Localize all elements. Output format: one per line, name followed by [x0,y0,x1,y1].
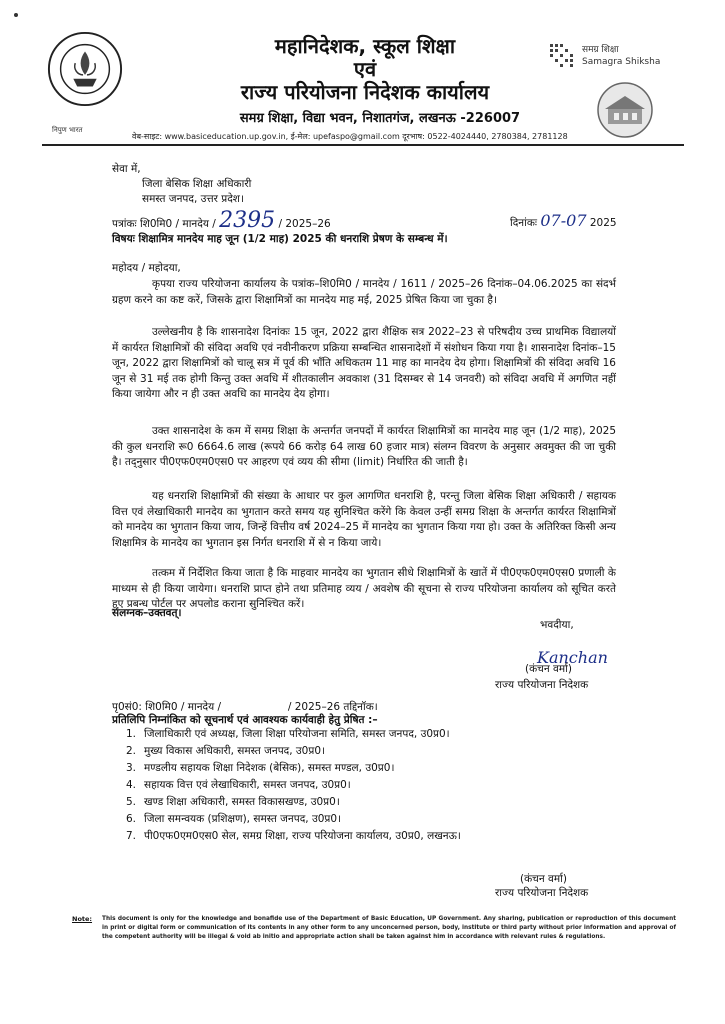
header-title-line2: एवं [353,57,377,81]
reference-date [510,213,617,231]
paragraph-2: उल्लेखनीय है कि शासनादेश दिनांकः 15 जून, 2022 द्वारा शैक्षिक सत्र 2022–23 से परिषदीय उच्च प्राथमिक विद्यालयों में कार्यरत शिक्षामित्रों की संविदा अवधि एवं नवीनीकरण प्रक्रिया सम्बन्धित शासनादेशों में संशोधन किया गया है। शासनादेश दिनांक–15 जून, 2022 द्वारा शिक्षामित्रों को चालू सत्र में पूर्व की भाँति अधिकतम 11 माह का मानदेय देय होगा। शिक्षामित्रों की संविदा अवधि 16 जून से 31 मई तक होगी किन्तु उक्त अवधि में शीतकालीन अवकाश (31 दिसम्बर से 14 जनवरी) को संविदा अवधि में अगणित नहीं किया जायेगा और न ही उक्त अवधि का मानदेय देय होगा। [112,326,616,400]
up-government-emblem [46,30,124,108]
footer-note-label: Note: [72,915,93,923]
letter-subject: विषयः शिक्षामित्र मानदेय माह जून (1/2 माह) 2025 की धनराशि प्रेषण के सम्बन्ध में। [112,233,448,245]
samagra-shiksha-hindi: समग्र शिक्षा [582,45,619,55]
nipun-bharat-caption: निपुण भारत [52,126,83,134]
enclosure: संलग्नक–उक्तवत्। [112,607,182,619]
list-item [112,811,672,828]
list-item-text: जिलाधिकारी एवं अध्यक्ष, जिला शिक्षा परियोजना समिति, समस्त जनपद, उ0प्र0। [144,728,450,740]
list-item-number: 1. [125,728,136,740]
signature2-name: (कंचन वर्मा) [520,873,567,885]
list-item-text: जिला समन्वयक (प्रशिक्षण), समस्त जनपद, उ0प्र0। [144,813,342,825]
list-item-number: 4. [125,779,136,791]
copy-list [112,726,672,845]
signature-handwritten: Kanchan [537,648,608,667]
list-item [112,794,672,811]
list-item [112,777,672,794]
copy-ref-line: पृ0सं0: शि0मि0 / मानदेय / / 2025–26 तद्दिनॉक। [112,701,378,713]
reference-date-label: दिनांकः [510,217,538,229]
list-item [112,726,672,743]
list-item [112,828,672,845]
reference-line [112,208,331,233]
signature-closing: भवदीया, [540,619,574,631]
paragraph-3: उक्त शासनादेश के कम में समग्र शिक्षा के अन्तर्गत जनपदों में कार्यरत शिक्षामित्रों का मानदेय माह जून (1/2 माह), 2025 की कुल धनराशि रू0 6664.6 लाख (रूपये 66 करोड़ 64 लाख 60 हजार मात्र) संलग्न विवरण के अनुसार अवमुक्त की जा चुकी है। तद्नुसार पी0एफ0एम0एस0 पर आहरण एवं व्यय की सीमा (limit) निर्धारित की जाती है। [112,425,616,468]
list-item-number: 7. [125,830,136,842]
list-item-text: खण्ड शिक्षा अधिकारी, समस्त विकासखण्ड, उ0प्र0। [144,796,340,808]
signature-title: राज्य परियोजना निदेशक [495,679,589,691]
reference-suffix: / 2025–26 [278,218,331,230]
reference-prefix: पत्रांकः शि0मि0 / मानदेय / [112,218,216,230]
paragraph-1: कृपया राज्य परियोजना कार्यालय के पत्रांक–शि0मि0 / मानदेय / 1611 / 2025–26 दिनांक–04.06.2025 का संदर्भ ग्रहण करने का कष्ट करें, जिसके द्वारा शिक्षामित्रों का मानदेय माह मई, 2025 प्रेषित किया जा चुका है। [112,278,616,306]
copy-heading: प्रतिलिपि निम्नांकित को सूचनार्थ एवं आवश्यक कार्यवाही हेतु प्रेषित :– [112,714,378,726]
list-item-text: मण्डलीय सहायक शिक्षा निदेशक (बेसिक), समस्त मण्डल, उ0प्र0। [144,762,395,774]
signature2-title: राज्य परियोजना निदेशक [495,887,589,899]
list-item-text: सहायक वित्त एवं लेखाधिकारी, समस्त जनपद, उ0प्र0। [144,779,351,791]
list-item-text: मुख्य विकास अधिकारी, समस्त जनपद, उ0प्र0। [144,745,325,757]
reference-number: 2395 [219,208,276,233]
reference-date-handwritten: 07-07 [540,211,587,230]
list-item-number: 6. [125,813,136,825]
list-item [112,760,672,777]
list-item-number: 3. [125,762,136,774]
addressee-line3: समस्त जनपद, उत्तर प्रदेश। [142,193,244,205]
list-item-number: 2. [125,745,136,757]
list-item-number: 5. [125,796,136,808]
addressee-line1: सेवा में, [112,163,141,175]
footer-note: This document is only for the knowledge and bonafide use of the Department of Basic Education, UP Government. Any sharing, publication or reproduction of this document in print or digital form or communication of its contents in any other form to any unconcerned person, body, institute or third party without prior information and approval of the competent authority will be illegal & void ab initio and appropriate action shall be taken against him in accordance with relevant rules & regulations. [102,916,676,940]
header-address: समग्र शिक्षा, विद्या भवन, निशातगंज, लखनऊ -226007 [239,111,521,126]
salutation: महोदय / महोदया, [112,262,181,274]
scan-speck [14,13,18,17]
header-divider [42,144,684,146]
list-item-text: पी0एफ0एम0एस0 सेल, समग्र शिक्षा, राज्य परियोजना कार्यालय, उ0प्र0, लखनऊ। [144,830,461,842]
paragraph-4: यह धनराशि शिक्षामित्रों की संख्या के आधार पर कुल आगणित धनराशि है, परन्तु जिला बेसिक शिक्षा अधिकारी / सहायक वित्त एवं लेखाधिकारी मानदेय का भुगतान करते समय यह सुनिश्चित करेंगे कि केवल उन्हीं समग्र शिक्षा के अन्तर्गत कार्यरत शिक्षामित्रों को मानदेय का भुगतान किया जाय, जिन्हें वित्तीय वर्ष 2024–25 में मानदेय का भुगतान किया गया हो। उक्त के अतिरिक्त किसी अन्य शिक्षामित्र के मानदेय का भुगतान इस निर्गत धनराशि में से न किया जाये। [112,490,616,549]
addressee-line2: जिला बेसिक शिक्षा अधिकारी [142,178,252,190]
reference-year: 2025 [589,217,617,229]
header-contact: वेब-साइट: www.basiceducation.up.gov.in, ई-मेल: upefaspo@gmail.com दूरभाष: 0522-4024440, 2780384, 2781128 [132,132,568,141]
list-item [112,743,672,760]
signature-name: (कंचन वर्मा) [525,663,572,675]
paragraph-5: तत्कम में निर्देशित किया जाता है कि माहवार मानदेय का भुगतान सीधे शिक्षामित्रों के खातें में पी0एफ0एम0एस0 प्रणाली के माध्यम से ही किया जायेगा। धनराशि प्राप्त होने तथा प्रतिमाह व्यय / अवशेष की सूचना से राज्य परियोजना कार्यालय को सूचित करते हुए प्रबन्ध पोर्टल पर अपलोड कराना सुनिश्चित करें। [112,567,616,610]
header-title-line3: राज्य परियोजना निदेशक कार्यालय [240,80,490,104]
samagra-shiksha-logo-icon [548,40,578,70]
samagra-shiksha-english: Samagra Shiksha [582,57,661,67]
header-title-line1: महानिदेशक, स्कूल शिक्षा [274,34,456,58]
school-building-emblem [590,78,660,138]
samagra-shiksha-name [582,44,660,68]
